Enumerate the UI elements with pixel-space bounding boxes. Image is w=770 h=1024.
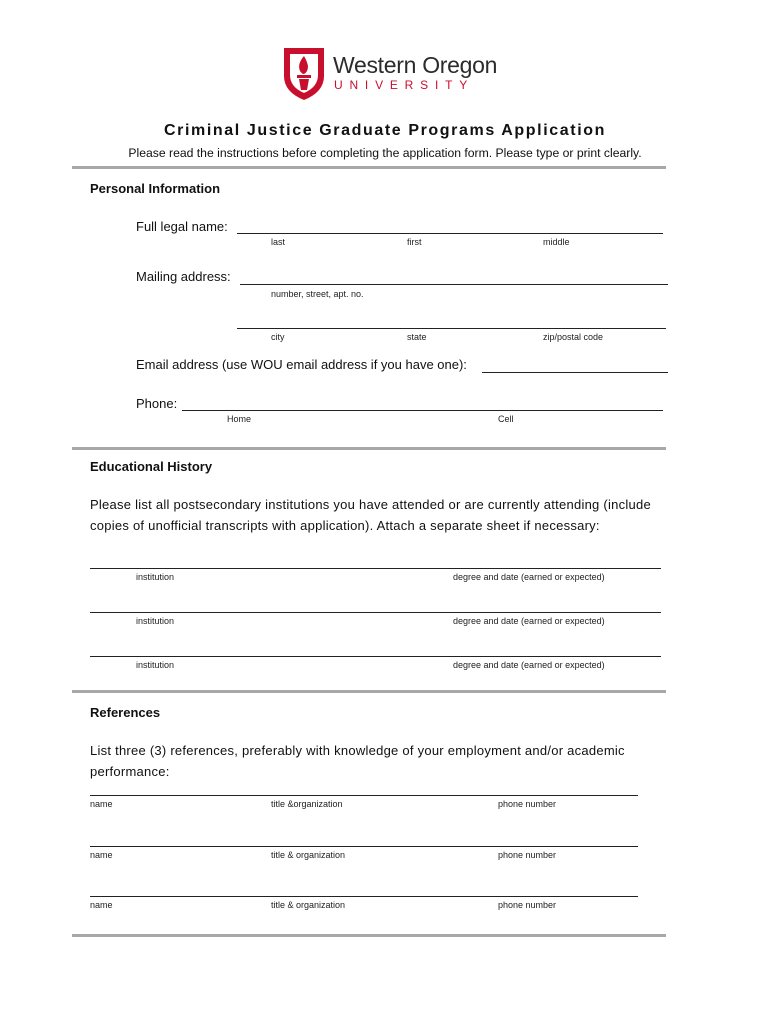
institution-field-1[interactable] [90, 568, 661, 569]
reference-name-caption: name [90, 900, 113, 910]
section-divider [72, 447, 666, 450]
reference-phone-caption: phone number [498, 850, 557, 860]
phone-field[interactable] [182, 410, 663, 411]
logo-subtext: UNIVERSITY [334, 78, 475, 92]
section-divider [72, 690, 666, 693]
degree-caption: degree and date (earned or expected) [453, 660, 605, 670]
mailing-label: Mailing address: [136, 269, 231, 284]
street-caption: number, street, apt. no. [271, 289, 364, 299]
reference-title-caption: title & organization [271, 850, 346, 860]
zip-caption: zip/postal code [543, 332, 604, 342]
section-divider [72, 166, 666, 169]
institution-caption: institution [136, 572, 175, 582]
reference-name-caption: name [90, 799, 113, 809]
name-first-caption: first [407, 237, 422, 247]
personal-heading: Personal Information [90, 181, 221, 196]
page-title: Criminal Justice Graduate Programs Application [164, 122, 606, 139]
email-field[interactable] [482, 372, 668, 373]
full-name-label: Full legal name: [136, 219, 228, 234]
references-heading: References [90, 705, 161, 720]
phone-label: Phone: [136, 396, 178, 411]
reference-title-caption: title & organization [271, 900, 346, 910]
reference-phone-caption: phone number [498, 799, 557, 809]
phone-home-caption: Home [227, 414, 252, 424]
name-middle-caption: middle [543, 237, 570, 247]
city-caption: city [271, 332, 285, 342]
reference-name-caption: name [90, 850, 113, 860]
section-divider [72, 934, 666, 937]
degree-caption: degree and date (earned or expected) [453, 572, 605, 582]
reference-title-caption: title &organization [271, 799, 343, 809]
references-instructions: List three (3) references, preferably with knowledge of your employment and/or academic performance: [90, 743, 625, 779]
education-instructions: Please list all postsecondary institutions you have attended or are currently attending (include copies of unofficial transcripts with application). Attach a separate sheet if necessary: [90, 497, 651, 533]
institution-field-3[interactable] [90, 656, 661, 657]
institution-caption: institution [136, 660, 175, 670]
name-last-caption: last [271, 237, 286, 247]
degree-caption: degree and date (earned or expected) [453, 616, 605, 626]
full-name-field[interactable] [237, 233, 663, 234]
email-label: Email address (use WOU email address if you have one): [136, 357, 467, 372]
city-state-zip-field[interactable] [237, 328, 666, 329]
reference-phone-caption: phone number [498, 900, 557, 910]
education-heading: Educational History [90, 459, 213, 474]
reference-field-1[interactable] [90, 795, 638, 796]
logo-wordmark: Western Oregon [333, 52, 498, 78]
phone-cell-caption: Cell [498, 414, 514, 424]
reference-field-2[interactable] [90, 846, 638, 847]
institution-caption: institution [136, 616, 175, 626]
page-subtitle: Please read the instructions before completing the application form. Please type or print clearly. [128, 146, 642, 160]
reference-field-3[interactable] [90, 896, 638, 897]
street-field[interactable] [240, 284, 668, 285]
state-caption: state [407, 332, 427, 342]
institution-field-2[interactable] [90, 612, 661, 613]
